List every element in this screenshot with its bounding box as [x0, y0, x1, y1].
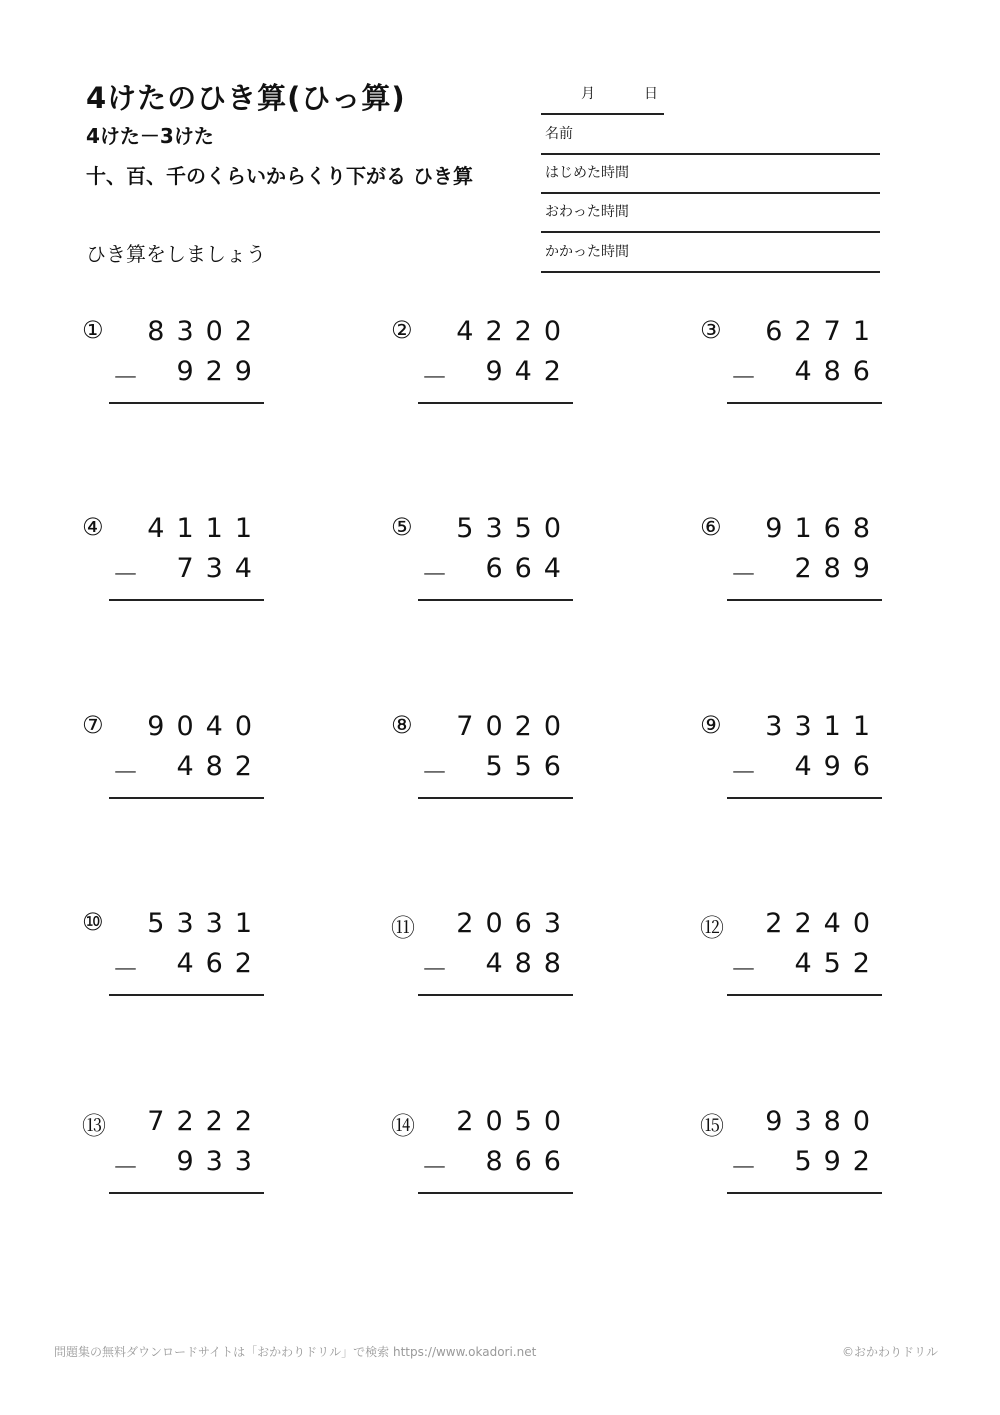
subtrahend: 462: [176, 948, 264, 979]
minuend: 4220: [456, 316, 573, 347]
subtrahend: 942: [485, 356, 573, 387]
instruction-text: ひき算をしましょう: [86, 242, 266, 266]
end-time-label: おわった時間: [545, 204, 629, 220]
answer-line[interactable]: [418, 402, 573, 404]
subtrahend: 664: [485, 553, 573, 584]
footer-site-note: 問題集の無料ダウンロードサイトは「おかわりドリル」で検索 https://www.okadori.net: [54, 1345, 537, 1359]
minus-sign: －: [112, 758, 139, 789]
minuend: 5331: [147, 908, 264, 939]
minuend: 9380: [765, 1106, 882, 1137]
minus-sign: －: [421, 758, 448, 789]
problem-number: ⑥: [700, 513, 722, 541]
end-time-field[interactable]: [541, 198, 880, 233]
answer-line[interactable]: [727, 402, 882, 404]
problem-item: [82, 711, 282, 801]
answer-line[interactable]: [109, 1192, 264, 1194]
minus-sign: －: [112, 955, 139, 986]
minuend: 9168: [765, 513, 882, 544]
answer-line[interactable]: [727, 599, 882, 601]
minuend: 3311: [765, 711, 882, 742]
minus-sign: －: [730, 1153, 757, 1184]
problem-number: ③: [700, 316, 722, 344]
subtrahend: 452: [794, 948, 882, 979]
footer-copyright: ©おかわりドリル: [841, 1345, 938, 1359]
minuend: 5350: [456, 513, 573, 544]
minus-sign: －: [730, 955, 757, 986]
problem-number: ②: [391, 316, 413, 344]
subtrahend: 929: [176, 356, 264, 387]
worksheet-subtitle-detail: 十、百、千のくらいからくり下がる ひき算: [86, 164, 473, 188]
answer-line[interactable]: [418, 994, 573, 996]
subtrahend: 482: [176, 751, 264, 782]
subtrahend: 289: [794, 553, 882, 584]
minuend: 8302: [147, 316, 264, 347]
minus-sign: －: [421, 560, 448, 591]
problem-number: ⑮: [700, 1112, 724, 1140]
worksheet-title: 4けたのひき算(ひっ算): [86, 81, 406, 115]
minuend: 7020: [456, 711, 573, 742]
problem-item: [391, 711, 591, 801]
worksheet-subtitle: 4けた－3けた: [86, 124, 214, 148]
answer-line[interactable]: [109, 994, 264, 996]
subtrahend: 734: [176, 553, 264, 584]
problem-item: [700, 1106, 900, 1196]
problem-number: ⑦: [82, 711, 104, 739]
minus-sign: －: [421, 363, 448, 394]
answer-line[interactable]: [109, 797, 264, 799]
problem-item: [82, 1106, 282, 1196]
minus-sign: －: [112, 1153, 139, 1184]
minuend: 6271: [765, 316, 882, 347]
problem-item: [82, 316, 282, 406]
duration-label: かかった時間: [545, 244, 629, 260]
minus-sign: －: [112, 560, 139, 591]
minuend: 7222: [147, 1106, 264, 1137]
subtrahend: 556: [485, 751, 573, 782]
problem-number: ⑤: [391, 513, 413, 541]
problem-number: ⑪: [391, 914, 415, 942]
problem-number: ⑫: [700, 914, 724, 942]
subtrahend: 866: [485, 1146, 573, 1177]
subtrahend: 933: [176, 1146, 264, 1177]
answer-line[interactable]: [109, 402, 264, 404]
problem-item: [700, 316, 900, 406]
problem-number: ④: [82, 513, 104, 541]
problem-item: [700, 908, 900, 998]
problem-item: [391, 1106, 591, 1196]
answer-line[interactable]: [418, 599, 573, 601]
minus-sign: －: [730, 363, 757, 394]
problem-item: [391, 908, 591, 998]
minus-sign: －: [730, 758, 757, 789]
answer-line[interactable]: [418, 1192, 573, 1194]
minuend: 2050: [456, 1106, 573, 1137]
start-time-field[interactable]: [541, 159, 880, 194]
answer-line[interactable]: [727, 797, 882, 799]
subtrahend: 592: [794, 1146, 882, 1177]
problem-item: [700, 513, 900, 603]
minuend: 2240: [765, 908, 882, 939]
minuend: 2063: [456, 908, 573, 939]
problem-item: [82, 513, 282, 603]
problem-item: [700, 711, 900, 801]
date-field[interactable]: [541, 80, 664, 115]
answer-line[interactable]: [418, 797, 573, 799]
answer-line[interactable]: [109, 599, 264, 601]
problem-number: ⑧: [391, 711, 413, 739]
minuend: 9040: [147, 711, 264, 742]
problem-item: [391, 513, 591, 603]
answer-line[interactable]: [727, 994, 882, 996]
duration-field[interactable]: [541, 238, 880, 273]
month-label: 月: [581, 86, 595, 102]
minus-sign: －: [730, 560, 757, 591]
subtrahend: 488: [485, 948, 573, 979]
problem-number: ⑨: [700, 711, 722, 739]
minus-sign: －: [421, 955, 448, 986]
problem-number: ⑬: [82, 1112, 106, 1140]
name-field[interactable]: [541, 120, 880, 155]
minus-sign: －: [112, 363, 139, 394]
minuend: 4111: [147, 513, 264, 544]
problem-number: ⑭: [391, 1112, 415, 1140]
answer-line[interactable]: [727, 1192, 882, 1194]
subtrahend: 496: [794, 751, 882, 782]
problem-item: [82, 908, 282, 998]
name-label: 名前: [545, 126, 573, 142]
minus-sign: －: [421, 1153, 448, 1184]
problem-number: ⑩: [82, 908, 104, 936]
problem-item: [391, 316, 591, 406]
day-label: 日: [644, 86, 658, 102]
subtrahend: 486: [794, 356, 882, 387]
start-time-label: はじめた時間: [545, 165, 629, 181]
problem-number: ①: [82, 316, 104, 344]
